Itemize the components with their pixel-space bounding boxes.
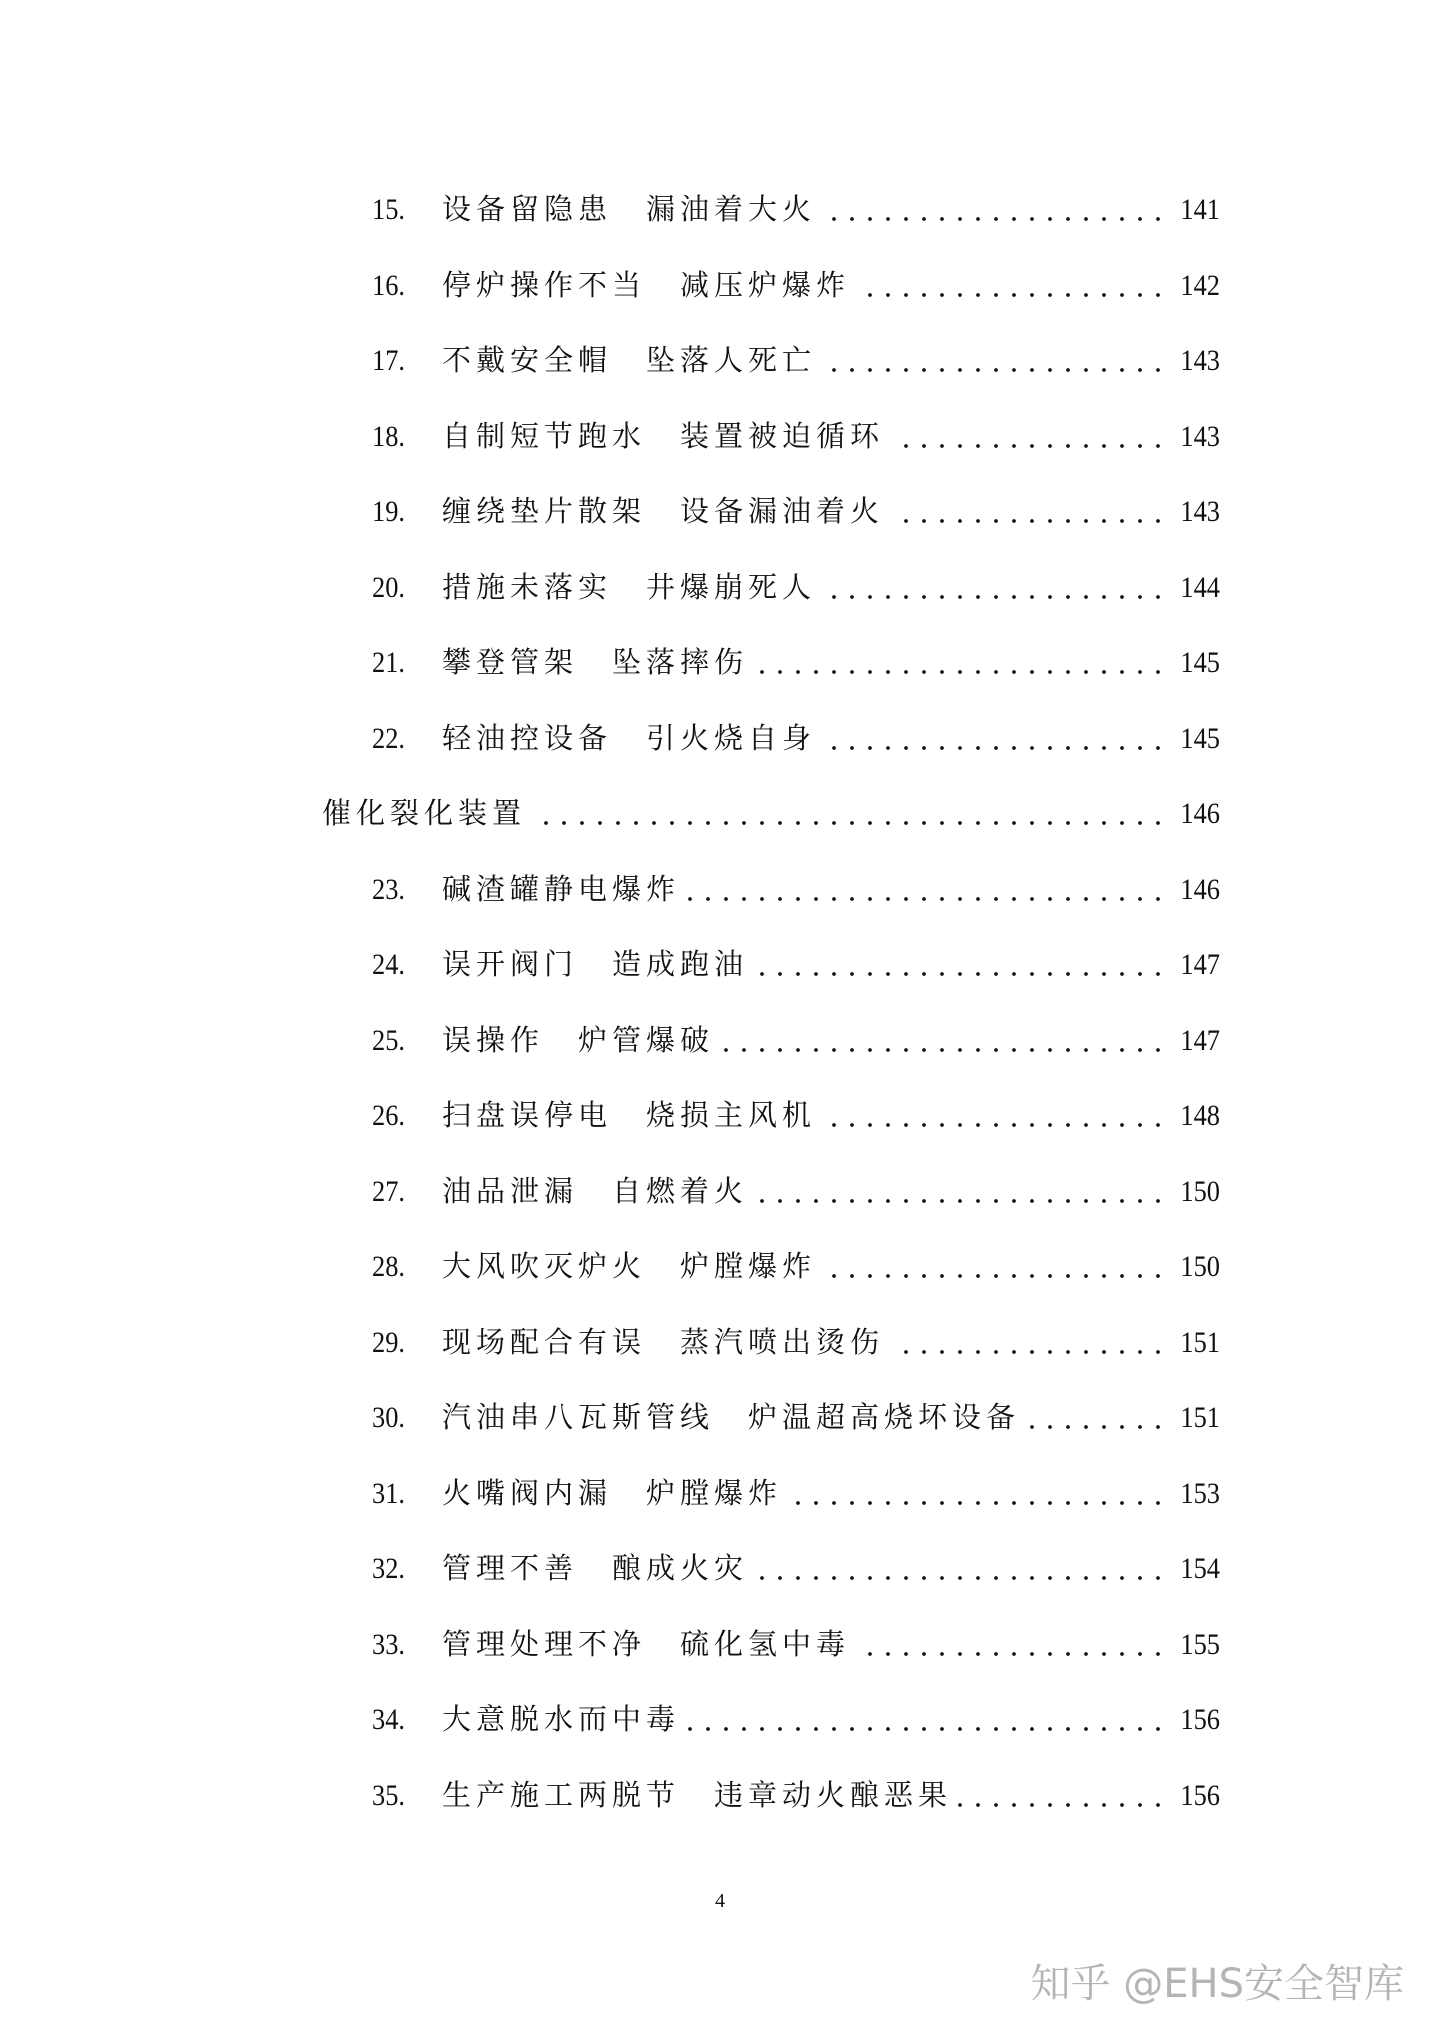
entry-number: 33.	[372, 1627, 405, 1661]
entry-title: 轻油控设备 引火烧自身	[442, 722, 817, 755]
entry-number: 17.	[372, 344, 405, 377]
entry-number: 22.	[372, 721, 405, 755]
entry-title: 误开阀门 造成跑油	[442, 949, 749, 981]
page-number: 4	[715, 1890, 725, 1912]
toc-entry-15[interactable]	[372, 190, 1220, 230]
entry-number: 20.	[372, 570, 405, 604]
toc-section-fcc-unit[interactable]	[322, 794, 1220, 834]
toc-entry-17[interactable]	[372, 341, 1220, 381]
dot-leader	[754, 670, 1167, 674]
section-title: 催化裂化装置	[322, 798, 527, 830]
dot-leader	[856, 1652, 1167, 1656]
toc-entry-28[interactable]	[372, 1247, 1220, 1287]
entry-page-number: 150	[1180, 1174, 1220, 1208]
toc-entry-22[interactable]	[372, 719, 1220, 759]
entry-page-number: 146	[1180, 872, 1220, 906]
entry-title: 大意脱水而中毒	[442, 1704, 681, 1736]
toc-entry-29[interactable]	[372, 1323, 1220, 1363]
entry-page-number: 147	[1180, 1023, 1220, 1057]
toc-entry-16[interactable]	[372, 266, 1220, 306]
entry-title: 现场配合有误 蒸汽喷出烫伤	[442, 1326, 885, 1359]
entry-number: 28.	[372, 1250, 405, 1283]
entry-title: 火嘴阀内漏 炉膛爆炸	[442, 1477, 783, 1510]
entry-page-number: 141	[1180, 193, 1220, 226]
entry-number: 15.	[372, 193, 405, 226]
dot-leader	[822, 1274, 1167, 1278]
dot-leader	[890, 1350, 1167, 1354]
entry-page-number: 154	[1180, 1552, 1220, 1585]
toc-entry-32[interactable]	[372, 1549, 1220, 1589]
entry-page-number: 150	[1180, 1250, 1220, 1283]
toc-entry-25[interactable]	[372, 1021, 1220, 1061]
entry-page-number: 153	[1180, 1476, 1220, 1510]
entry-title: 误操作 炉管爆破	[442, 1024, 715, 1057]
dot-leader	[958, 1803, 1167, 1807]
dot-leader	[686, 897, 1167, 901]
toc-entry-19[interactable]	[372, 492, 1220, 532]
entry-page-number: 151	[1180, 1325, 1220, 1359]
toc-entry-18[interactable]	[372, 417, 1220, 457]
entry-title: 大风吹灭炉火 炉膛爆炸	[442, 1251, 817, 1283]
entry-page-number: 148	[1180, 1099, 1220, 1132]
toc-entry-30[interactable]	[372, 1398, 1220, 1438]
entry-page-number: 142	[1180, 268, 1220, 302]
entry-title: 设备留隐患 漏油着大火	[442, 194, 817, 226]
entry-page-number: 144	[1180, 570, 1220, 604]
dot-leader	[686, 1727, 1167, 1731]
entry-title: 自制短节跑水 装置被迫循环	[442, 420, 885, 453]
entry-number: 16.	[372, 268, 405, 302]
dot-leader	[788, 1501, 1167, 1505]
entry-page-number: 147	[1180, 948, 1220, 981]
toc-entry-20[interactable]	[372, 568, 1220, 608]
entry-title: 生产施工两脱节 违章动火酿恶果	[442, 1779, 953, 1812]
dot-leader	[822, 217, 1167, 221]
entry-number: 26.	[372, 1099, 405, 1132]
entry-number: 32.	[372, 1552, 405, 1585]
section-page-number: 146	[1180, 797, 1220, 830]
entry-title: 管理不善 酿成火灾	[442, 1553, 749, 1585]
entry-number: 24.	[372, 948, 405, 981]
watermark: 知乎 @EHS安全智库	[1030, 1961, 1404, 2007]
entry-page-number: 155	[1180, 1627, 1220, 1661]
entry-number: 31.	[372, 1476, 405, 1510]
dot-leader	[822, 1123, 1167, 1127]
dot-leader	[822, 595, 1167, 599]
entry-title: 油品泄漏 自燃着火	[442, 1175, 749, 1208]
dot-leader	[890, 444, 1167, 448]
toc-entry-24[interactable]	[372, 945, 1220, 985]
entry-page-number: 145	[1180, 721, 1220, 755]
toc-entry-34[interactable]	[372, 1700, 1220, 1740]
entry-title: 不戴安全帽 坠落人死亡	[442, 345, 817, 377]
entry-number: 35.	[372, 1778, 405, 1812]
entry-title: 碱渣罐静电爆炸	[442, 873, 681, 906]
entry-number: 18.	[372, 419, 405, 453]
toc-entry-33[interactable]	[372, 1625, 1220, 1665]
entry-title: 停炉操作不当 减压炉爆炸	[442, 269, 851, 302]
entry-title: 缠绕垫片散架 设备漏油着火	[442, 496, 885, 528]
dot-leader	[754, 1576, 1167, 1580]
entry-number: 21.	[372, 646, 405, 679]
entry-number: 30.	[372, 1401, 405, 1434]
entry-title: 管理处理不净 硫化氢中毒	[442, 1628, 851, 1661]
dot-leader	[754, 972, 1167, 976]
entry-title: 措施未落实 井爆崩死人	[442, 571, 817, 604]
toc-entry-21[interactable]	[372, 643, 1220, 683]
entry-title: 汽油串八瓦斯管线 炉温超高烧坏设备	[442, 1402, 1021, 1434]
entry-number: 34.	[372, 1703, 405, 1736]
dot-leader	[822, 368, 1167, 372]
toc-entry-26[interactable]	[372, 1096, 1220, 1136]
entry-page-number: 145	[1180, 646, 1220, 679]
dot-leader	[856, 293, 1167, 297]
toc-entry-27[interactable]	[372, 1172, 1220, 1212]
toc-entry-23[interactable]	[372, 870, 1220, 910]
entry-page-number: 151	[1180, 1401, 1220, 1434]
entry-title: 扫盘误停电 烧损主风机	[442, 1100, 817, 1132]
entry-page-number: 156	[1180, 1778, 1220, 1812]
dot-leader	[890, 519, 1167, 523]
entry-number: 23.	[372, 872, 405, 906]
entry-number: 19.	[372, 495, 405, 528]
entry-title: 攀登管架 坠落摔伤	[442, 647, 749, 679]
toc-entry-35[interactable]	[372, 1776, 1220, 1816]
entry-number: 29.	[372, 1325, 405, 1359]
dot-leader	[754, 1199, 1167, 1203]
dot-leader	[532, 821, 1167, 825]
entry-number: 25.	[372, 1023, 405, 1057]
dot-leader	[1026, 1425, 1167, 1429]
entry-page-number: 143	[1180, 495, 1220, 528]
entry-page-number: 143	[1180, 344, 1220, 377]
entry-number: 27.	[372, 1174, 405, 1208]
dot-leader	[720, 1048, 1167, 1052]
entry-page-number: 156	[1180, 1703, 1220, 1736]
dot-leader	[822, 746, 1167, 750]
entry-page-number: 143	[1180, 419, 1220, 453]
toc-entry-31[interactable]	[372, 1474, 1220, 1514]
